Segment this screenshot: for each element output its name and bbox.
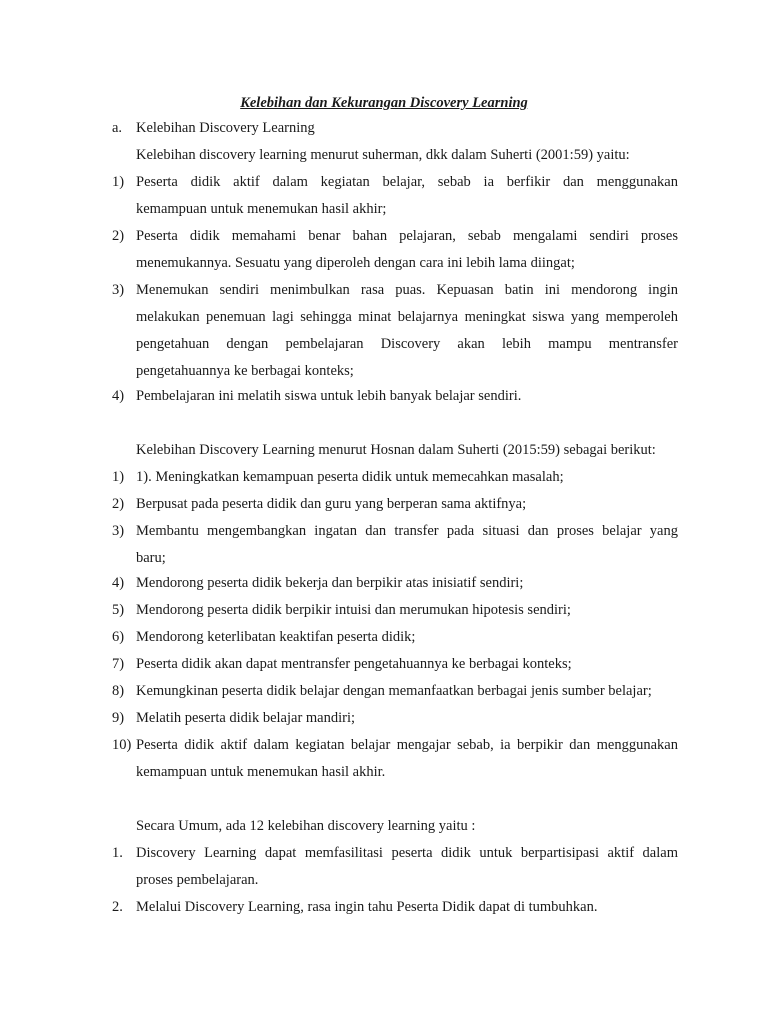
- list-item-line: kemampuan untuk menemukan hasil akhir.: [136, 764, 386, 780]
- list-marker: 3): [112, 523, 125, 539]
- intro-paragraph-2: Kelebihan Discovery Learning menurut Hosnan dalam Suherti (2015:59) sebagai berikut:: [136, 442, 656, 458]
- list-item-line: Peserta didik aktif dalam kegiatan belajar mengajar sebab, ia berpikir dan menggunakan: [136, 737, 678, 753]
- list-item-line: pengetahuannya ke berbagai konteks;: [136, 363, 354, 379]
- list-item-line: melakukan penemuan lagi sehingga minat belajarnya meningkat siswa yang memperoleh: [136, 309, 678, 325]
- list-marker: 3): [112, 282, 125, 298]
- list-marker: 7): [112, 656, 125, 672]
- list-item-line: menemukannya. Sesuatu yang diperoleh dengan cara ini lebih lama diingat;: [136, 255, 575, 271]
- list-item-line: Pembelajaran ini melatih siswa untuk lebih banyak belajar sendiri.: [136, 388, 522, 404]
- list-marker: 2.: [112, 899, 123, 915]
- list-item-line: kemampuan untuk menemukan hasil akhir;: [136, 201, 387, 217]
- section-a-title: Kelebihan Discovery Learning: [136, 120, 315, 136]
- list-item-line: Membantu mengembangkan ingatan dan transfer pada situasi dan proses belajar yang: [136, 523, 678, 539]
- list-item-line: Mendorong peserta didik berpikir intuisi dan merumukan hipotesis sendiri;: [136, 602, 571, 618]
- list-marker: 10): [112, 737, 132, 753]
- list-item-line: baru;: [136, 550, 166, 566]
- list-item-line: Menemukan sendiri menimbulkan rasa puas. Kepuasan batin ini mendorong ingin: [136, 282, 678, 298]
- list-marker: 5): [112, 602, 125, 618]
- intro-paragraph-3: Secara Umum, ada 12 kelebihan discovery learning yaitu :: [136, 818, 476, 834]
- list-item-line: Peserta didik aktif dalam kegiatan belajar, sebab ia berfikir dan menggunakan: [136, 174, 678, 190]
- list-marker: 1): [112, 174, 125, 190]
- list-marker: 6): [112, 629, 125, 645]
- list-item-line: pengetahuan dengan pembelajaran Discovery akan lebih mampu mentransfer: [136, 336, 678, 352]
- list-item-line: Discovery Learning dapat memfasilitasi peserta didik untuk berpartisipasi aktif dalam: [136, 845, 678, 861]
- list-item-line: Peserta didik akan dapat mentransfer pengetahuannya ke berbagai konteks;: [136, 656, 572, 672]
- document-title: Kelebihan dan Kekurangan Discovery Learning: [240, 95, 528, 111]
- list-item-line: Mendorong peserta didik bekerja dan berpikir atas inisiatif sendiri;: [136, 575, 524, 591]
- list-item-line: Melalui Discovery Learning, rasa ingin tahu Peserta Didik dapat di tumbuhkan.: [136, 899, 598, 915]
- list-marker: 1): [112, 469, 125, 485]
- list-item-line: Kemungkinan peserta didik belajar dengan memanfaatkan berbagai jenis sumber belajar;: [136, 683, 652, 699]
- list-marker: 2): [112, 228, 125, 244]
- list-item-line: Melatih peserta didik belajar mandiri;: [136, 710, 356, 726]
- list-marker: 4): [112, 575, 125, 591]
- list-item-line: 1). Meningkatkan kemampuan peserta didik untuk memecahkan masalah;: [136, 469, 564, 485]
- list-item-line: Mendorong keterlibatan keaktifan peserta didik;: [136, 629, 416, 645]
- list-marker: 1.: [112, 845, 123, 861]
- intro-paragraph-1: Kelebihan discovery learning menurut suherman, dkk dalam Suherti (2001:59) yaitu:: [136, 147, 630, 163]
- list-marker: 8): [112, 683, 125, 699]
- list-item-line: proses pembelajaran.: [136, 872, 259, 888]
- list-marker: 4): [112, 388, 125, 404]
- list-item-line: Peserta didik memahami benar bahan pelajaran, sebab mengalami sendiri proses: [136, 228, 678, 244]
- list-marker: 2): [112, 496, 125, 512]
- section-a-marker: a.: [112, 120, 123, 136]
- list-marker: 9): [112, 710, 125, 726]
- list-item-line: Berpusat pada peserta didik dan guru yang berperan sama aktifnya;: [136, 496, 527, 512]
